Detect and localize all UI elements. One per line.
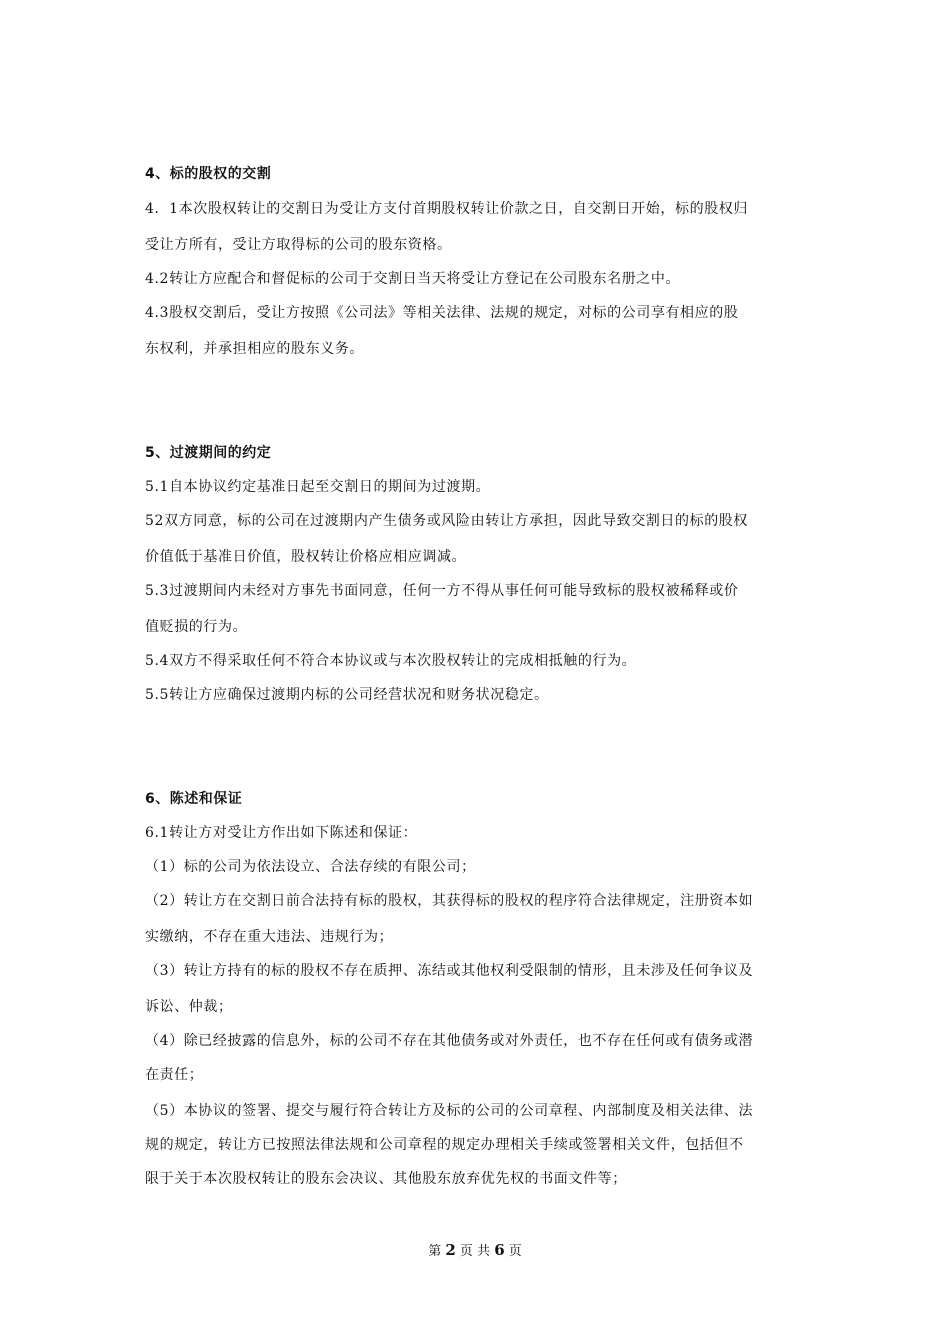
paragraph-line: 价值低于基准日价值，股权转让价格应相应调减。 — [145, 549, 467, 565]
paragraph-line: （4）除已经披露的信息外，标的公司不存在其他债务或对外责任，也不存在任何或有债务或潜 — [145, 1033, 754, 1049]
paragraph-line: 东权利，并承担相应的股东义务。 — [145, 341, 364, 357]
paragraph-line: 4.2转让方应配合和督促标的公司于交割日当天将受让方登记在公司股东名册之中。 — [145, 271, 681, 287]
current-page-number: 2 — [445, 1241, 456, 1259]
paragraph-line: 52双方同意，标的公司在过渡期内产生债务或风险由转让方承担，因此导致交割日的标的股权 — [145, 513, 749, 529]
paragraph-line: 5.4双方不得采取任何不符合本协议或与本次股权转让的完成相抵触的行为。 — [145, 653, 637, 669]
paragraph-line: （1）标的公司为依法设立、合法存续的有限公司； — [145, 859, 476, 875]
paragraph-line: 5.3过渡期间内未经对方事先书面同意，任何一方不得从事任何可能导致标的股权被稀释或价 — [145, 583, 739, 599]
total-page-number: 6 — [494, 1241, 505, 1259]
footer-prefix: 第 — [428, 1244, 442, 1259]
footer-suffix: 页 — [508, 1244, 522, 1259]
paragraph-line: 4．1本次股权转让的交割日为受让方支付首期股权转让价款之日，自交割日开始，标的股权归 — [145, 201, 749, 217]
paragraph-line: 诉讼、仲裁； — [145, 999, 233, 1015]
footer-mid: 页 共 — [459, 1244, 491, 1259]
paragraph-line: 受让方所有，受让方取得标的公司的股东资格。 — [145, 237, 452, 253]
paragraph-line: 5.1自本协议约定基准日起至交割日的期间为过渡期。 — [145, 479, 491, 495]
paragraph-line: 5.5转让方应确保过渡期内标的公司经营状况和财务状况稳定。 — [145, 687, 549, 703]
paragraph-line: 6.1转让方对受让方作出如下陈述和保证： — [145, 825, 418, 841]
paragraph-line: 规的规定，转让方已按照法律法规和公司章程的规定办理相关手续或签署相关文件，包括但不 — [145, 1137, 744, 1153]
paragraph-line: 在责任； — [145, 1067, 204, 1083]
paragraph-line: 值贬损的行为。 — [145, 619, 248, 635]
section-heading: 6、陈述和保证 — [145, 791, 243, 807]
paragraph-line: 限于关于本次股权转让的股东会决议、其他股东放弃优先权的书面文件等； — [145, 1171, 627, 1187]
paragraph-line: （5）本协议的签署、提交与履行符合转让方及标的公司的公司章程、内部制度及相关法律、法 — [145, 1103, 754, 1119]
section-heading: 4、标的股权的交割 — [145, 166, 272, 182]
paragraph-line: （3）转让方持有的标的股权不存在质押、冻结或其他权利受限制的情形，且未涉及任何争议及 — [145, 963, 754, 979]
paragraph-line: 实缴纳，不存在重大违法、违规行为； — [145, 929, 394, 945]
paragraph-line: （2）转让方在交割日前合法持有标的股权，其获得标的股权的程序符合法律规定，注册资本如 — [145, 893, 754, 909]
page-footer — [0, 1240, 950, 1259]
paragraph-line: 4.3股权交割后，受让方按照《公司法》等相关法律、法规的规定，对标的公司享有相应的股 — [145, 305, 739, 321]
section-heading: 5、过渡期间的约定 — [145, 445, 272, 461]
